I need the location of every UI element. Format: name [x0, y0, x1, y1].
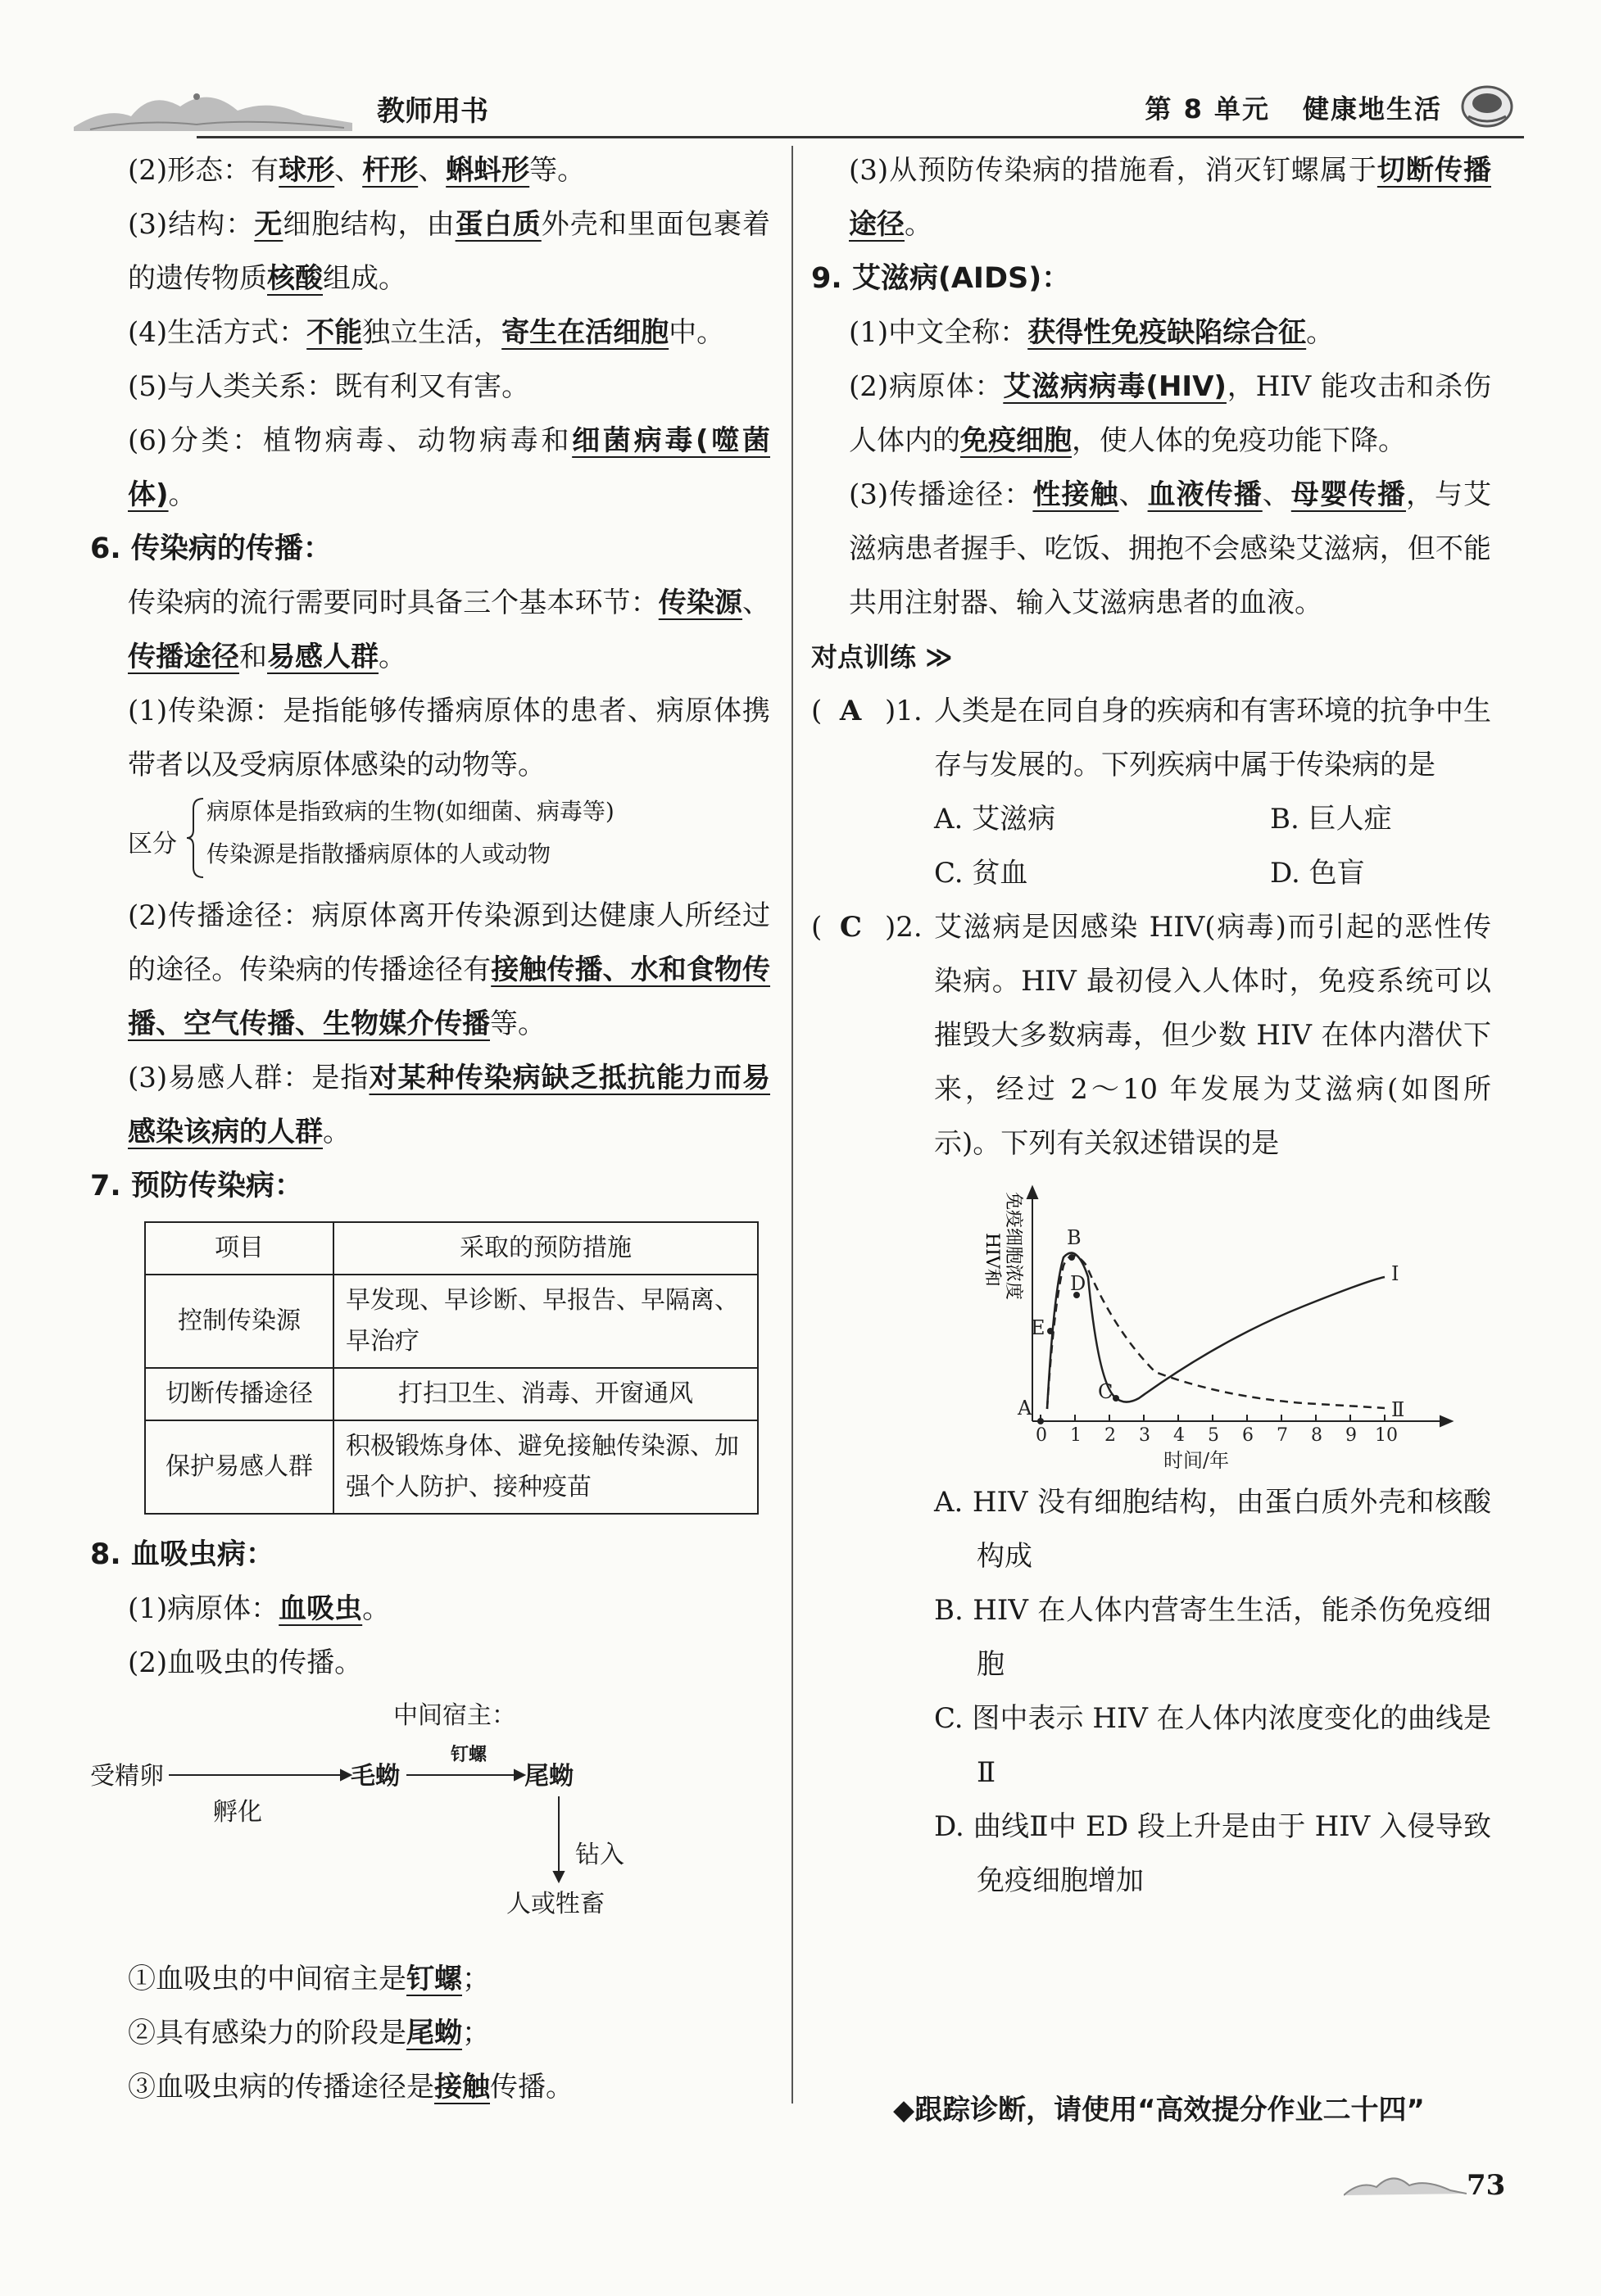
answer-bracket: ( A: [811, 695, 862, 727]
point-d-label: D: [1070, 1272, 1086, 1295]
tracking-note: ◆跟踪诊断，请使用“高效提分作业二十四”: [893, 2094, 1425, 2126]
table-header-row: 项目 采取的预防措施: [145, 1222, 758, 1275]
curve-i-label: Ⅰ: [1391, 1262, 1399, 1285]
x-tick-label: 9: [1345, 1425, 1357, 1446]
curve-ii-label: Ⅱ: [1391, 1398, 1405, 1421]
virus-classification: (6)分类：植物病毒、动物病毒和细菌病毒(噬菌体)。: [128, 424, 770, 511]
flow-human: 人或牲畜: [506, 1890, 605, 1918]
diamond-icon: ◆: [893, 2094, 915, 2126]
flow-arrows: [90, 1690, 762, 1952]
header-unit-title: 健康地生活: [1302, 93, 1442, 125]
sec6-susceptible: (3)易感人群：是指对某种传染病缺乏抵抗能力而易感染该病的人群。: [128, 1062, 770, 1148]
section-6-title: 6. 传染病的传播：: [90, 532, 332, 565]
x-tick-label: 5: [1208, 1425, 1219, 1446]
section-9-title: 9. 艾滋病(AIDS)：: [811, 262, 1071, 295]
option-c: C. 贫血: [934, 857, 1028, 890]
header-rule: [197, 136, 1524, 138]
sec8-q1: ①血吸虫的中间宿主是钉螺；: [128, 1963, 490, 1995]
xlabel: 时间/年: [1163, 1449, 1230, 1470]
right-column: [811, 143, 1491, 1908]
mountain-decoration-icon: [74, 82, 352, 139]
sec6-route: (2)传播途径：病原体离开传染源到达健康人所经过的途径。传染病的传播途径有接触传播、水和食物传播、空气传播、生物媒介传播等。: [128, 899, 771, 1040]
answer-rod: 杆形: [362, 154, 419, 187]
x-tick-label: 8: [1311, 1425, 1322, 1446]
sec8-q2: ②具有感染力的阶段是尾蚴；: [128, 2017, 490, 2049]
flow-egg: 受精卵: [90, 1762, 164, 1791]
page-number: 73: [1467, 2169, 1506, 2202]
point-e-label: E: [1031, 1316, 1045, 1339]
option-d: D. 曲线Ⅱ中 ED 段上升是由于 HIV 入侵导致免疫细胞增加: [934, 1810, 1491, 1897]
flow-snail: 钉螺: [451, 1745, 488, 1765]
schistosome-lifecycle-diagram: [90, 1690, 770, 1952]
hiv-graph-svg: [975, 1175, 1467, 1470]
answer-ball: 球形: [279, 154, 335, 187]
sec8-spread: (2)血吸虫的传播。: [128, 1646, 363, 1679]
sec6-source: (1)传染源：是指能够传播病原体的患者、病原体携带者以及受病原体感染的动物等。: [128, 695, 770, 781]
virus-shape: (2)形态：有球形、杆形、蝌蚪形等。: [128, 154, 586, 187]
x-tick-label: 2: [1104, 1425, 1116, 1446]
sec8-q3: ③血吸虫病的传播途径是接触传播。: [128, 2071, 574, 2104]
x-tick-label: 10: [1375, 1425, 1398, 1446]
x-tick-label: 7: [1277, 1425, 1288, 1446]
option-b: B. 巨人症: [1270, 803, 1392, 836]
ylabel-1: HIV和: [982, 1233, 1002, 1287]
question-1: ( A )1. 人类是在同自身的疾病和有害环境的抗争中生存与发展的。下列疾病中属于传染病的是: [811, 684, 1491, 792]
ylabel-2: 免疫细胞浓度: [1003, 1192, 1023, 1301]
aids-name: (1)中文全称：获得性免疫缺陷综合征。: [849, 316, 1335, 349]
double-chevron-icon: ≫: [916, 641, 953, 672]
flow-cercaria: 尾蚴: [524, 1762, 574, 1791]
sec6-intro: 传染病的流行需要同时具备三个基本环节：传染源、传播途径和易感人群。: [128, 586, 771, 673]
virus-structure: (3)结构：无细胞结构，由蛋白质外壳和里面包裹着的遗传物质核酸组成。: [128, 208, 771, 295]
hiv-graph: [975, 1175, 1467, 1470]
x-tick-label: 4: [1173, 1425, 1185, 1446]
table-row: 保护易感人群 积极锻炼身体、避免接触传染源、加强个人防护、接种疫苗: [145, 1420, 758, 1514]
aids-pathogen: (2)病原体：艾滋病病毒(HIV)，HIV 能攻击和杀伤人体内的免疫细胞，使人体的免疫功能下降。: [849, 370, 1491, 457]
table-row: 切断传播途径 打扫卫生、消毒、开窗通风: [145, 1368, 758, 1420]
answer-bracket: ( C: [811, 911, 862, 944]
option-c: C. 图中表示 HIV 在人体内浓度变化的曲线是Ⅱ: [934, 1702, 1491, 1789]
virus-relation: (5)与人类关系：既有利又有害。: [128, 370, 530, 403]
answer-tadpole: 蝌蚪形: [446, 154, 530, 187]
flow-drill: 钻入: [575, 1841, 624, 1869]
training-title: 对点训练 ≫: [811, 641, 953, 672]
option-a: A. HIV 没有细胞结构，由蛋白质外壳和核酸构成: [934, 1486, 1491, 1573]
aids-route: (3)传播途径：性接触、血液传播、母婴传播，与艾滋病患者握手、吃饭、拥抱不会感染艾滋病，但不能共用注射器、输入艾滋病患者的血液。: [849, 478, 1492, 619]
question-stem: 人类是在同自身的疾病和有害环境的抗争中生存与发展的。下列疾病中属于传染病的是: [934, 695, 1491, 781]
point-a-label: A: [1018, 1397, 1032, 1420]
header-unit: [1145, 88, 1442, 126]
option-b: B. HIV 在人体内营寄生生活，能杀伤免疫细胞: [934, 1594, 1491, 1681]
header-book-type: 教师用书: [377, 95, 488, 128]
brace-icon: [185, 797, 205, 879]
table-row: 控制传染源 早发现、早诊断、早报告、早隔离、早治疗: [145, 1275, 758, 1368]
question-2-options: [811, 1475, 1491, 1908]
page-header: [74, 82, 1524, 139]
header-unit-number: 第 8 单元: [1145, 93, 1270, 125]
footer-mountain-icon: [1344, 2162, 1467, 2203]
prevention-table: [144, 1221, 759, 1515]
flow-host-label: 中间宿主：: [393, 1701, 516, 1730]
section-7-title: 7. 预防传染病：: [90, 1170, 303, 1202]
point-b-label: B: [1067, 1226, 1082, 1249]
question-2: ( C )2. 艾滋病是因感染 HIV(病毒)而引起的恶性传染病。HIV 最初侵入人体时，免疫系统可以摧毁大多数病毒，但少数 HIV 在体内潜伏下来，经过 2～10 年发展为艾滋病(如图所示)。下列有关叙述错误的是: [811, 900, 1491, 1171]
x-tick-label: 0: [1036, 1425, 1047, 1446]
sec8-pathogen: (1)病原体：血吸虫。: [128, 1592, 391, 1625]
option-d: D. 色盲: [1270, 857, 1365, 890]
x-tick-label: 1: [1070, 1425, 1082, 1446]
x-tick-label: 3: [1139, 1425, 1150, 1446]
distinguish-brace: 区分 病原体是指致病的生物(如细菌、病毒等) 传染源是指散播病原体的人或动物: [128, 794, 770, 884]
point-c-label: C: [1098, 1380, 1113, 1403]
question-1-options: [811, 792, 1491, 900]
unit-logo-icon: [1458, 82, 1516, 131]
sec8-prevention: (3)从预防传染病的措施看，消灭钉螺属于切断传播途径。: [849, 154, 1491, 241]
option-a: A. 艾滋病: [934, 803, 1056, 836]
flow-hatch: 孵化: [213, 1798, 262, 1827]
column-divider: [791, 146, 793, 2104]
x-tick-label: 6: [1242, 1425, 1254, 1446]
left-column: [90, 143, 770, 2114]
virus-lifestyle: (4)生活方式：不能独立生活，寄生在活细胞中。: [128, 316, 725, 349]
question-stem: 艾滋病是因感染 HIV(病毒)而引起的恶性传染病。HIV 最初侵入人体时，免疫系统可以摧毁大多数病毒，但少数 HIV 在体内潜伏下来，经过 2～10 年发展为艾滋病(如图所示)。下列有关叙述错误的是: [934, 911, 1491, 1160]
flow-miracidium: 毛蚴: [351, 1762, 400, 1791]
section-8-title: 8. 血吸虫病：: [90, 1538, 274, 1571]
